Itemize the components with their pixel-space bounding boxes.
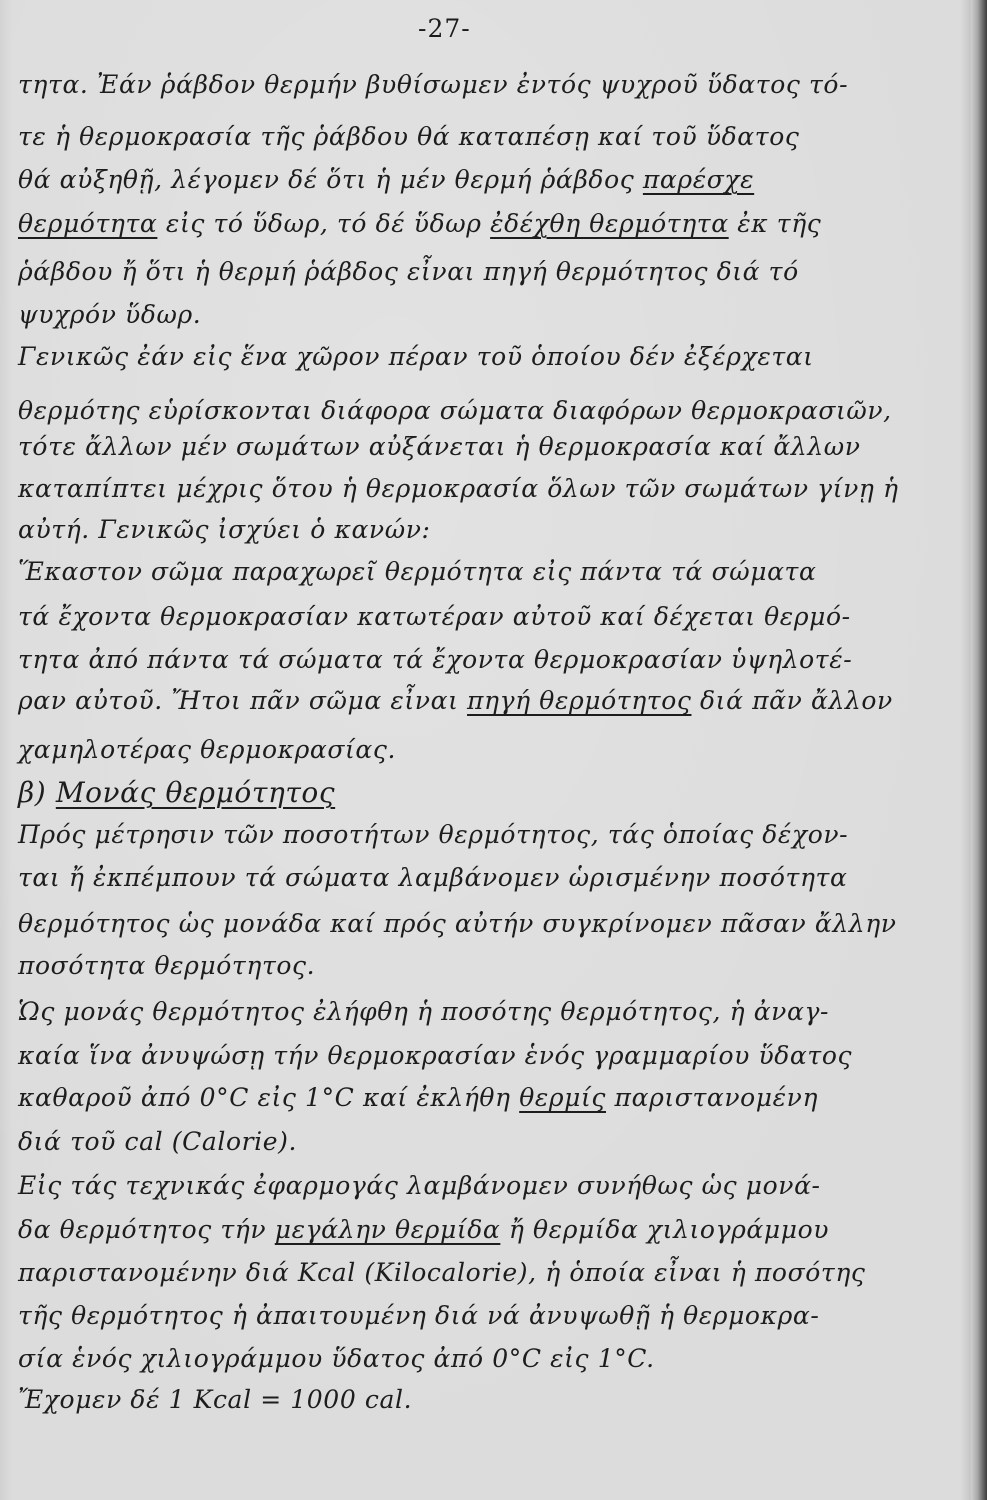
text-line bbox=[18, 257, 799, 286]
text-segment: καία ἵνα ἀνυψώσῃ τήν θερμοκρασίαν ἑνός γραμμαρίου ὕδατος bbox=[18, 1041, 853, 1070]
text-segment: ραν αὐτοῦ. Ἤτοι πᾶν σῶμα εἶναι bbox=[18, 686, 468, 715]
text-line bbox=[18, 820, 848, 849]
text-line bbox=[18, 1041, 852, 1070]
text-line bbox=[18, 1171, 821, 1200]
text-segment: Ἔχομεν δέ 1 Kcal = 1000 cal. bbox=[18, 1385, 413, 1414]
text-line bbox=[18, 735, 396, 764]
text-segment: παριστανομένην διά Kcal (Kilocalorie), ἡ ὁποία εἶναι ἡ ποσότης bbox=[18, 1258, 866, 1287]
text-segment: ῥάβδου ἤ ὅτι ἡ θερμή ῥάβδος εἶναι πηγή θερμότητος διά τό bbox=[18, 257, 799, 286]
text-line bbox=[18, 863, 847, 892]
text-line bbox=[18, 1083, 818, 1112]
text-line bbox=[18, 909, 897, 938]
text-line bbox=[18, 1215, 829, 1244]
text-line bbox=[18, 1127, 297, 1156]
text-segment: τῆς θερμότητος ἡ ἀπαιτουμένη διά νά ἀνυψωθῇ ἡ θερμοκρα- bbox=[18, 1301, 820, 1330]
text-line bbox=[18, 70, 848, 99]
text-line bbox=[18, 342, 814, 371]
text-line bbox=[18, 997, 829, 1026]
text-line bbox=[18, 557, 816, 586]
text-segment: Πρός μέτρησιν τῶν ποσοτήτων θερμότητος, τάς ὁποίας δέχον- bbox=[18, 820, 849, 849]
text-segment: Ὡς μονάς θερμότητος ἐλήφθη ἡ ποσότης θερμότητος, ἡ ἀναγ- bbox=[18, 997, 830, 1026]
text-segment: ποσότητα θερμότητος. bbox=[18, 951, 316, 980]
page-number: -27- bbox=[418, 14, 471, 43]
text-segment: ψυχρόν ὕδωρ. bbox=[18, 300, 202, 329]
text-segment: τά ἔχοντα θερμοκρασίαν κατωτέραν αὐτοῦ καί δέχεται θερμό- bbox=[18, 602, 851, 631]
text-segment: τε ἡ θερμοκρασία τῆς ῥάβδου θά καταπέσῃ καί τοῦ ὕδατος bbox=[18, 122, 800, 151]
text-segment: ται ἤ ἐκπέμπουν τά σώματα λαμβάνομεν ὡρισμένην ποσότητα bbox=[18, 863, 848, 892]
text-line bbox=[18, 1301, 819, 1330]
text-line bbox=[18, 1258, 866, 1287]
text-segment: Ἕκαστον σῶμα παραχωρεῖ θερμότητα εἰς πάντα τά σώματα bbox=[18, 557, 817, 586]
text-segment: θά αὐξηθῇ, λέγομεν δέ ὅτι ἡ μέν θερμή ῥάβδος bbox=[18, 165, 643, 194]
underlined-term: μεγάλην θερμίδα bbox=[274, 1215, 501, 1244]
text-line bbox=[18, 474, 899, 503]
text-segment: θερμότητος ὡς μονάδα καί πρός αὐτήν συγκρίνομεν πᾶσαν ἄλλην bbox=[18, 909, 897, 938]
underlined-term: θερμίς bbox=[519, 1083, 607, 1112]
text-line bbox=[18, 515, 431, 544]
underlined-term: παρέσχε bbox=[642, 165, 755, 194]
underlined-term: πηγή θερμότητος bbox=[467, 686, 692, 715]
text-segment: Εἰς τάς τεχνικάς ἐφαρμογάς λαμβάνομεν συνήθως ὡς μονά- bbox=[18, 1171, 821, 1200]
text-segment: δα θερμότητος τήν bbox=[18, 1215, 275, 1244]
section-heading bbox=[18, 776, 335, 809]
underlined-term: θερμότητα bbox=[18, 209, 158, 238]
text-line bbox=[18, 300, 201, 329]
underlined-term: ἐδέχθη θερμότητα bbox=[490, 209, 729, 238]
text-segment: παριστανομένη bbox=[606, 1083, 819, 1112]
text-segment: ἤ θερμίδα χιλιογράμμου bbox=[500, 1215, 830, 1244]
text-segment: διά τοῦ cal (Calorie). bbox=[18, 1127, 298, 1156]
text-line bbox=[18, 396, 892, 425]
underlined-term: Μονάς θερμότητος bbox=[55, 776, 336, 809]
text-line bbox=[18, 209, 821, 238]
text-segment: θερμότης εὑρίσκονται διάφορα σώματα διαφόρων θερμοκρασιῶν, bbox=[18, 396, 892, 425]
text-line bbox=[18, 1344, 655, 1373]
text-line bbox=[18, 432, 861, 461]
text-segment: ἐκ τῆς bbox=[728, 209, 822, 238]
text-segment: τητα ἀπό πάντα τά σώματα τά ἔχοντα θερμοκρασίαν ὑψηλοτέ- bbox=[18, 645, 853, 674]
text-segment: χαμηλοτέρας θερμοκρασίας. bbox=[18, 735, 397, 764]
text-line bbox=[18, 686, 893, 715]
text-line bbox=[18, 1385, 412, 1414]
text-segment: τότε ἄλλων μέν σωμάτων αὐξάνεται ἡ θερμοκρασία καί ἄλλων bbox=[18, 432, 861, 461]
text-line bbox=[18, 645, 852, 674]
text-line bbox=[18, 122, 799, 151]
text-segment: αὐτή. Γενικῶς ἰσχύει ὁ κανών: bbox=[18, 515, 431, 544]
text-segment: β) bbox=[18, 776, 56, 809]
text-segment: εἰς τό ὕδωρ, τό δέ ὕδωρ bbox=[157, 209, 491, 238]
text-line bbox=[18, 165, 754, 194]
text-line bbox=[18, 951, 315, 980]
text-segment: Γενικῶς ἐάν εἰς ἕνα χῶρον πέραν τοῦ ὁποίου δέν ἐξέρχεται bbox=[18, 342, 814, 371]
page-edge-shadow bbox=[971, 0, 987, 1500]
text-segment: διά πᾶν ἄλλον bbox=[691, 686, 893, 715]
text-line bbox=[18, 602, 851, 631]
text-segment: καθαροῦ ἀπό 0°C εἰς 1°C καί ἐκλήθη bbox=[18, 1083, 520, 1112]
text-segment: καταπίπτει μέχρις ὅτου ἡ θερμοκρασία ὅλων τῶν σωμάτων γίνῃ ἡ bbox=[18, 474, 899, 503]
text-segment: σία ἑνός χιλιογράμμου ὕδατος ἀπό 0°C εἰς 1°C. bbox=[18, 1344, 655, 1373]
text-segment: τητα. Ἐάν ῥάβδον θερμήν βυθίσωμεν ἐντός ψυχροῦ ὕδατος τό- bbox=[18, 70, 849, 99]
